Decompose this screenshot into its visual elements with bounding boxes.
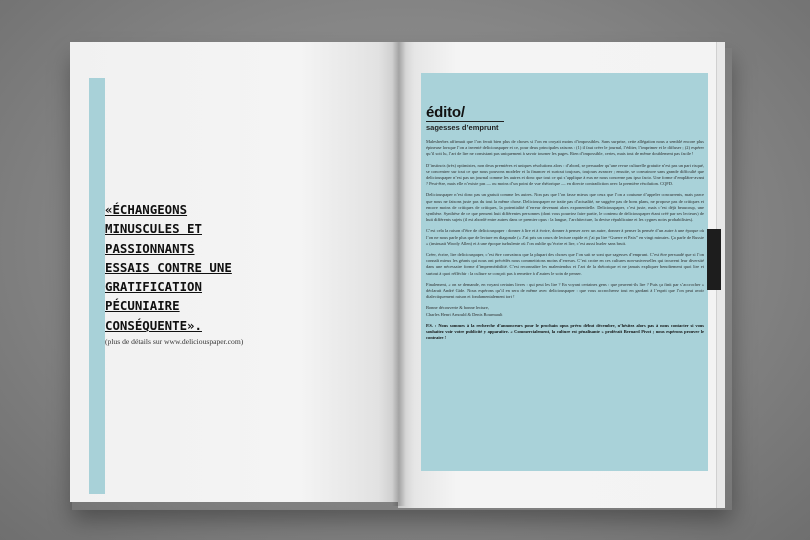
quote-line: PASSIONNANTS — [105, 240, 195, 256]
quote-line: MINUSCULES ET — [105, 221, 202, 237]
edito-subtitle: sagesses d’emprunt — [426, 123, 499, 132]
body-paragraph: Deliciouspaper n’est donc pas un gratuit comme les autres. Non pas que l’on fasse mieux que ceux que l’on a coutume d’appeler concurrents, mais parce que nous ne faisons juste pas du tout la même chose. Deliciouspaper ne traite pas d’actualité, ne suggère pas de bons plans, ne propose pas de critiques et encore moins de critiques de critiques, la potentialité d’erreur devenant alors exponentielle. Deliciouspaper, c’est juste, mais c’est déjà beaucoup, une synthèse. Synthèse de ce que pensent huit différentes personnes (dont vous pourriez faire partie, le contenu de deliciouspaper étant créé par ses lecteurs) de huit différents sujets (il est abordé entre autres dans ce premier opus : la langue, l’architecture, la devise républicaine et les cygnes noirs probabilistes). — [426, 192, 704, 223]
body-paragraph: C’est cela la raison d’être de deliciouspaper : donner à lire et à écrire, donner à penser avec un autre, donner à penser la pensée d’un autre à une époque où l’on ne nous parle plus que de lecture en diagonale (« J’ai pris un cours de lecture rapide et j’ai pu lire “Guerre et Paix” en vingt minutes. Ça parle de Russie » (insinuait Woody Allen) et à une époque turbulente où l’on oublie qu’écrire et lire, c’est aussi hurler sans bruit. — [426, 228, 704, 246]
quote-line: CONSÉQUENTE». — [105, 317, 202, 333]
postscript: P.S. : Nous sommes à la recherche d’annonceurs pour le prochain opus prévu début décembre, n’hésitez alors pas à nous contacter si vous souhaitez voir votre publicité y apparaître. « Commercialement, la culture est pénalisante » proférait Bernard Pivot ; nous espérons prouver le contraire ! — [426, 322, 704, 341]
quote-text — [105, 200, 365, 335]
quote-line: ESSAIS CONTRE UNE — [105, 259, 232, 275]
edito-title: édito/ — [426, 104, 465, 121]
quote-note: (plus de détails sur www.deliciouspaper.com) — [105, 337, 244, 347]
body-paragraph: Créer, écrire, lire deliciouspaper, c’est être convaincu que la plupart des choses que l’on sait se sont que sagesses d’emprunt. C’est être persuadé que si l’on connaît mieux les géants qui nous ont précédés nous commettrions moins d’erreurs. C’est croire en ces cultures non-universelles qui trouvent leur diversité dans une nécessaire forme d’imperméabilité. C’est reconnaître les malentendus et l’art de la rhétorique et ne jamais expliquer benoîtement quoi lire et surtout à quoi réfléchir : la culture se conçoit pas à remettre à d’autres le soin de penser. — [426, 252, 704, 276]
title-rule — [426, 121, 504, 122]
pull-quote — [105, 200, 365, 346]
edito-body — [426, 139, 704, 346]
page-tab-marker — [707, 229, 721, 290]
signature: Bonne découverte & bonne lecture, Charles Henri Arnould & Denis Bourmault — [426, 305, 503, 317]
quote-line: «ÉCHANGEONS — [105, 202, 188, 217]
left-accent-bar — [89, 78, 105, 494]
quote-line: GRATIFICATION — [105, 279, 202, 295]
body-paragraph: Finalement, « on se demande, en voyant certains livres : qui peut les lire ? En voyant certaines gens : que peuvent-ils lire ? Puis ça finit par s’accrocher » déclarait André Gide. Nous espérons qu’il en sera de même avec deliciouspaper : que vous accrocherez tout en gardant à l’esprit que l’on peut avoir dialectiquement raison et fondamentalement tort ! — [426, 281, 704, 300]
spine-shadow — [392, 42, 406, 506]
quote-line: PÉCUNIAIRE — [105, 298, 180, 314]
body-paragraph: D’instincts (très) optimistes, non deux premières et uniques résolutions alors : d’abord, se persuader qu’une revue culturelle gratuite n’est pas un pari risqué, se concentrer sur tout ce que nous pouvons modeler et la financer et surtout toujours, toujours avancer ; ensuite, se convaincre sans grande difficulté que deliciouspaper n’est pas un journal comme les autres et donc que tout ce qui s’applique à eux ne nous concerne pas ipso facto. Une forme d’emplâtre-avant ? Peut-être, mais elle n’existe pas — ou moins d’un point de vue rhétorique — en directe contradiction avec la première résolution. CQFD. — [426, 162, 704, 187]
body-paragraph: Malesherbes affirmait que l’on ferait bien plus de choses si l’on en croyait moins d’impossibles. Sans surprise, cette allégation nous a semblé encore plus épineuse lorsque l’on a inventé deliciouspaper et ce, pour deux principales raisons : (1) il faut créer le journal, l’éditer, l’imprimer et le diffuser ; (2) espérer qu’il soit lu, l’art de lire ne consistant pas uniquement à savoir tourner les pages. Rien d’impossible, certes, mais tout de même doublement pas facile ! — [426, 139, 704, 157]
